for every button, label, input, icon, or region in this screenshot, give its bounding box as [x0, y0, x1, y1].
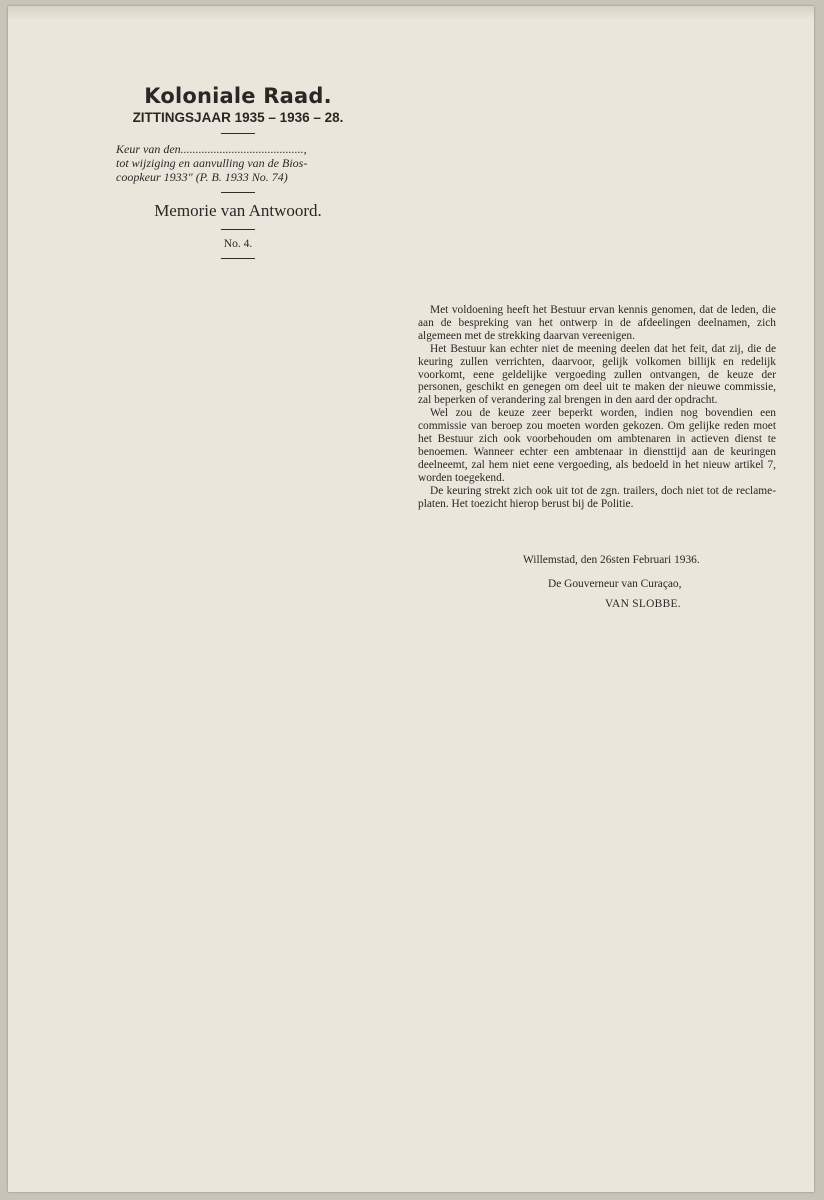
document-page [8, 6, 814, 1192]
paragraph: Het Bestuur kan echter niet de meening deelen dat het feit, dat zij, die de keuring zullen verrichten, daarvoor, gelijk volkomen billijk en redelijk voorkomt, eene geldelijke vergoeding zullen ontvangen, de keuze der personen, geschikt en genegen om deel uit te maken der nieuwe commissie, zal beperken of verandering zal brengen in den aard der opdracht. [418, 342, 776, 407]
document-header [108, 84, 368, 267]
divider [221, 258, 255, 259]
paragraph: Met voldoening heeft het Bestuur ervan kennis genomen, dat de leden, die aan de bespreking van het ontwerp in de afdeelingen deelnamen, zich algemeen met de strekking daarvan vereenigen. [418, 304, 776, 342]
document-type: Memorie van Antwoord. [154, 201, 322, 220]
place-date: Willemstad, den 26sten Februari 1936. [523, 554, 700, 566]
paragraph: De keuring strekt zich ook uit tot de zgn. trailers, doch niet tot de reclame-platen. Het toezicht hierop berust bij de Politie. [418, 484, 776, 510]
paragraph: Wel zou de keuze zeer beperkt worden, indien nog bovendien een commissie van beroep zou moeten worden gekozen. Om gelijke reden moet het Bestuur zich ook voorbehouden om ambtenaren in actieven dienst te benoemen. Wanneer echter een ambtenaar in diensttijd aan de keuringen deelneemt, zal hem niet eene vergoeding, als bedoeld in het nieuw artikel 7, worden toegekend. [418, 407, 776, 484]
subject-line: Keur van den........................................., [116, 142, 307, 156]
divider [221, 192, 255, 193]
session-year: ZITTINGSJAAR 1935 – 1936 – 28. [132, 110, 344, 125]
subject-line: tot wijziging en aanvulling van de Bios- [116, 156, 308, 170]
signature-name: VAN SLOBBE. [605, 598, 681, 610]
council-title: Koloniale Raad. [144, 84, 332, 108]
subject-line: coopkeur 1933" (P. B. 1933 No. 74) [116, 170, 288, 184]
governor-title: De Gouverneur van Curaçao, [548, 578, 682, 590]
divider [221, 229, 255, 230]
body-text [418, 304, 776, 511]
divider [221, 133, 255, 134]
document-number: No. 4. [223, 238, 253, 250]
